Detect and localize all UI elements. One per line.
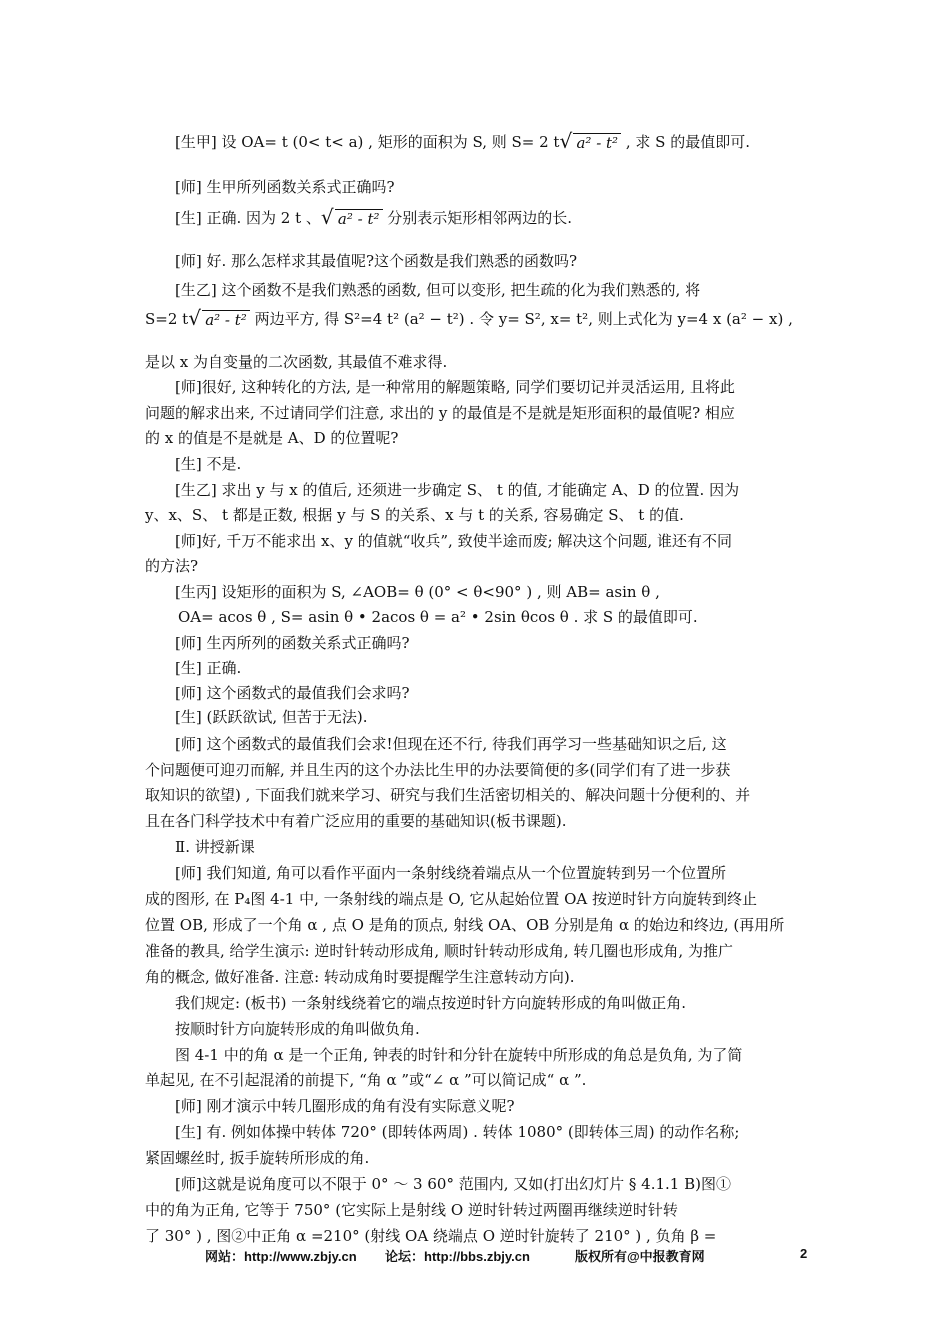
line-text: [生] (跃跃欲试, 但苦于无法). <box>175 708 368 726</box>
radicand: a² - t² <box>202 310 250 329</box>
line-text: [生] 正确. 因为 2 t 、 <box>175 209 321 227</box>
text-line <box>145 941 733 961</box>
footer-forum: 论坛：http://bbs.zbjy.cn <box>385 1249 530 1264</box>
line-text: 的 x 的值是不是就是 A、D 的位置呢? <box>145 429 399 447</box>
line-text-after: 分别表示矩形相邻两边的长. <box>382 209 573 227</box>
text-line <box>175 993 686 1013</box>
text-line <box>175 129 750 153</box>
text-line <box>175 734 727 754</box>
text-line <box>175 707 367 727</box>
line-text: 图 4-1 中的角 α 是一个正角, 钟表的时针和分针在旋转中所形成的角总是负角, 为了简 <box>175 1046 743 1064</box>
sqrt-expression <box>188 306 250 330</box>
text-line <box>175 1122 739 1142</box>
text-line <box>175 251 577 271</box>
text-line <box>145 556 198 576</box>
line-text: S=2 t <box>145 310 189 328</box>
text-line <box>175 1019 420 1039</box>
line-text: OA= acos θ , S= asin θ • 2acos θ = a² • 2sin θcos θ . 求 S 的最值即可. <box>178 608 698 626</box>
text-line <box>175 480 739 500</box>
page-number: 2 <box>800 1246 808 1261</box>
line-text: [师] 生甲所列函数关系式正确吗? <box>175 178 395 196</box>
text-line <box>145 1200 678 1220</box>
line-text: 个问题便可迎刃而解, 并且生丙的这个办法比生甲的办法要简便的多(同学们有了进一步获 <box>145 761 731 779</box>
line-text: [生] 正确. <box>175 659 242 677</box>
line-text: 按顺时针方向旋转形成的角叫做负角. <box>175 1020 420 1038</box>
sqrt-sign: √ <box>559 129 573 153</box>
radicand: a² - t² <box>335 209 383 228</box>
line-text: [师] 我们知道, 角可以看作平面内一条射线绕着端点从一个位置旋转到另一个位置所 <box>175 864 727 882</box>
line-text: [生丙] 设矩形的面积为 S, ∠AOB= θ (0° < θ<90° ) , 则 AB= asin θ , <box>175 583 660 601</box>
text-line <box>175 531 732 551</box>
line-text: 单起见, 在不引起混淆的前提下, “角 α ”或“∠ α ”可以简记成“ α ”. <box>145 1071 587 1089</box>
line-text: [师]很好, 这种转化的方法, 是一种常用的解题策略, 同学们要切记并灵活运用, 且将此 <box>175 378 735 396</box>
line-text: 准备的教具, 给学生演示: 逆时针转动形成角, 顺时针转动形成角, 转几圈也形成角, 为推广 <box>145 942 733 960</box>
text-line <box>175 1174 731 1194</box>
text-line <box>145 967 575 987</box>
line-text: 的方法? <box>145 557 199 575</box>
text-line <box>175 863 726 883</box>
text-line <box>175 177 395 197</box>
text-line <box>175 377 735 397</box>
sqrt-expression <box>559 129 621 153</box>
text-line <box>145 352 447 372</box>
line-text: 位置 OB, 形成了一个角 α , 点 O 是角的顶点, 射线 OA、OB 分别是角 α 的始边和终边, (再用所 <box>145 916 785 934</box>
line-text: 问题的解求出来, 不过请同学们注意, 求出的 y 的最值是不是就是矩形面积的最值呢? 相应 <box>145 404 735 422</box>
line-text: [师]这就是说角度可以不限于 0° ～ 3 60° 范围内, 又如(打出幻灯片 § 4.1.1 B)图① <box>175 1175 731 1193</box>
line-text: 紧固螺丝时, 扳手旋转所形成的角. <box>145 1149 370 1167</box>
footer-copyright: 版权所有@中报教育网 <box>575 1249 705 1264</box>
line-text-after: , 求 S 的最值即可. <box>621 133 750 151</box>
text-line <box>145 1148 369 1168</box>
radicand: a² - t² <box>573 133 621 152</box>
text-line <box>175 582 660 602</box>
line-text: 取知识的欲望) , 下面我们就来学习、研究与我们生活密切相关的、解决问题十分便利的、并 <box>145 786 751 804</box>
text-line <box>175 633 410 653</box>
text-line <box>145 1226 716 1246</box>
line-text: [生乙] 求出 y 与 x 的值后, 还须进一步确定 S、 t 的值, 才能确定 A、D 的位置. 因为 <box>175 481 740 499</box>
text-line <box>145 1070 586 1090</box>
line-text: 且在各门科学技术中有着广泛应用的重要的基础知识(板书课题). <box>145 812 567 830</box>
line-text: [师] 刚才演示中转几圈形成的角有没有实际意义呢? <box>175 1097 515 1115</box>
text-line <box>145 915 784 935</box>
line-text: 中的角为正角, 它等于 750° (它实际上是射线 O 逆时针转过两圈再继续逆时针转 <box>145 1201 678 1219</box>
line-text: [师] 好. 那么怎样求其最值呢?这个函数是我们熟悉的函数吗? <box>175 252 578 270</box>
text-line <box>175 1096 515 1116</box>
text-line <box>175 837 255 857</box>
line-text: 了 30° ) , 图②中正角 α =210° (射线 OA 绕端点 O 逆时针旋转了 210° ) , 负角 β = <box>145 1227 717 1245</box>
text-line <box>175 280 700 300</box>
sqrt-expression <box>320 205 383 229</box>
line-text: [师] 这个函数式的最值我们会求吗? <box>175 684 410 702</box>
text-line <box>145 403 735 423</box>
text-line <box>145 428 398 448</box>
line-text: 我们规定: (板书) 一条射线绕着它的端点按逆时针方向旋转形成的角叫做正角. <box>175 994 687 1012</box>
text-line <box>145 785 750 805</box>
text-line <box>175 658 241 678</box>
text-line <box>145 811 566 831</box>
text-line <box>175 454 241 474</box>
line-text: 角的概念, 做好准备. 注意: 转动成角时要提醒学生注意转动方向). <box>145 968 575 986</box>
line-text: [师] 这个函数式的最值我们会求!但现在还不行, 待我们再学习一些基础知识之后, 这 <box>175 735 727 753</box>
line-text: 成的图形, 在 P₄图 4-1 中, 一条射线的端点是 O, 它从起始位置 OA 按逆时针方向旋转到终止 <box>145 890 758 908</box>
line-text: [生] 不是. <box>175 455 242 473</box>
footer-website: 网站：http://www.zbjy.cn <box>205 1249 357 1264</box>
text-line <box>178 607 698 627</box>
line-text-after: 两边平方, 得 S²=4 t² (a² − t²) . 令 y= S², x= t², 则上式化为 y=4 x (a² − x) , <box>249 310 793 328</box>
text-line <box>145 505 684 525</box>
text-line <box>175 205 573 229</box>
line-text: [师]好, 千万不能求出 x、y 的值就“收兵”, 致使半途而废; 解决这个问题, 谁还有不同 <box>175 532 732 550</box>
line-text: y、x、S、 t 都是正数, 根据 y 与 S 的关系、x 与 t 的关系, 容易确定 S、 t 的值. <box>145 506 684 524</box>
line-text: 是以 x 为自变量的二次函数, 其最值不难求得. <box>145 353 448 371</box>
sqrt-sign: √ <box>320 205 334 229</box>
sqrt-sign: √ <box>188 306 201 330</box>
text-line <box>175 683 410 703</box>
line-text: [生乙] 这个函数不是我们熟悉的函数, 但可以变形, 把生疏的化为我们熟悉的, 将 <box>175 281 701 299</box>
text-line <box>145 306 793 330</box>
line-text: [生甲] 设 OA= t (0< t< a) , 矩形的面积为 S, 则 S= 2 t <box>175 133 560 151</box>
line-text: [生] 有. 例如体操中转体 720° (即转体两周) . 转体 1080° (即转体三周) 的动作名称; <box>175 1123 740 1141</box>
text-line <box>145 889 757 909</box>
text-line <box>175 1045 742 1065</box>
line-text: [师] 生丙所列的函数关系式正确吗? <box>175 634 410 652</box>
text-line <box>145 760 730 780</box>
line-text: Ⅱ. 讲授新课 <box>175 838 255 856</box>
